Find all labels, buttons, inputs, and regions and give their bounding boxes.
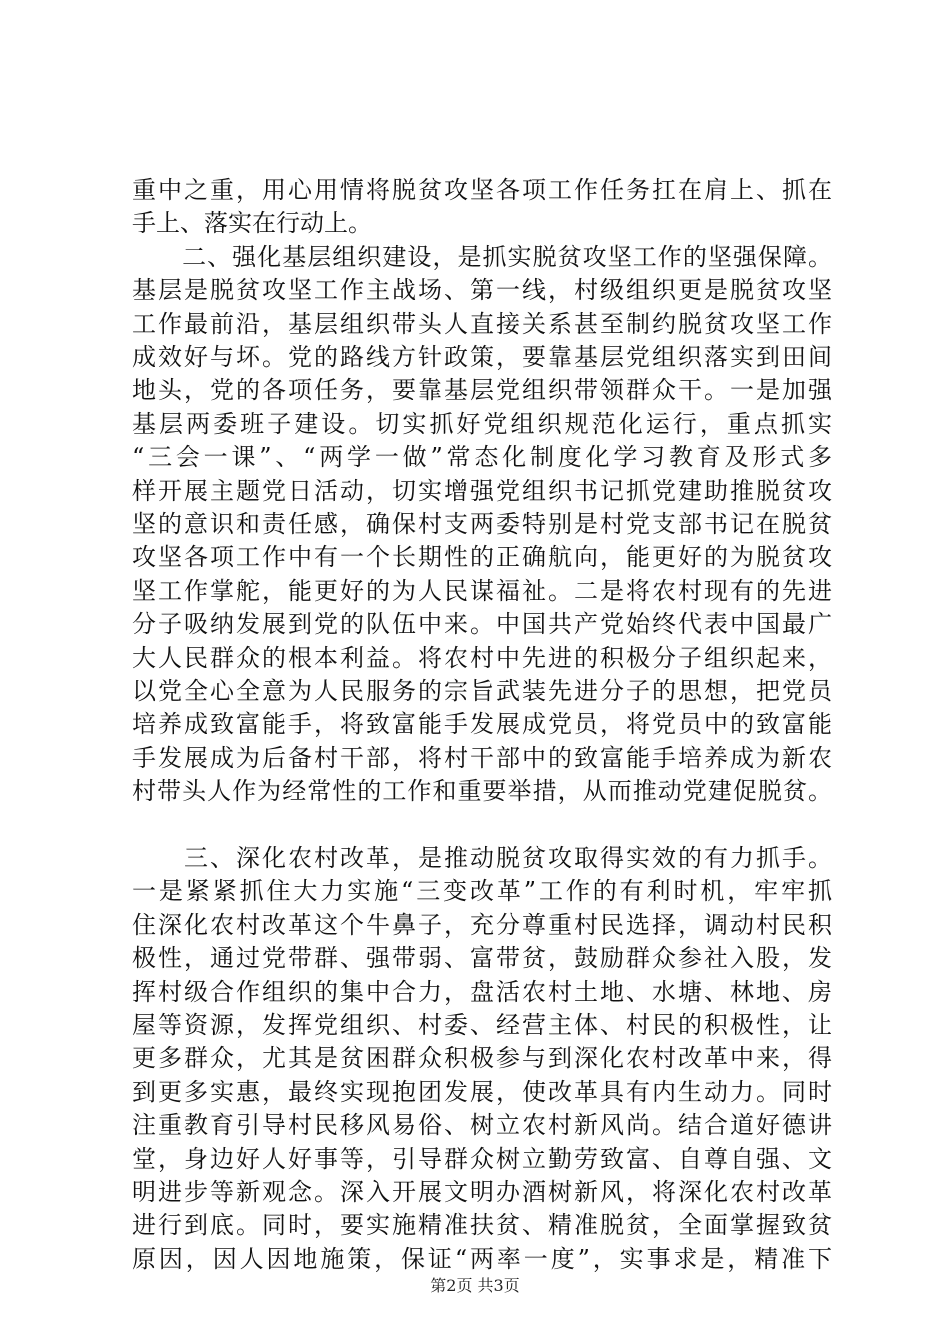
text-line: 手上、落实在行动上。	[132, 209, 372, 238]
text-line: 一是紧紧抓住大力实施“三变改革”工作的有利时机，牢牢抓	[132, 877, 832, 906]
page-footer: 第2页 共3页	[430, 1276, 520, 1295]
text-line: 工作最前沿，基层组织带头人直接关系甚至制约脱贫攻坚工作	[132, 309, 832, 338]
text-line: 三、深化农村改革，是推动脱贫攻取得实效的有力抓手。	[132, 844, 832, 872]
text-line: 二、强化基层组织建设，是抓实脱贫攻坚工作的坚强保障。	[132, 242, 832, 271]
text-line: 基层是脱贫攻坚工作主战场、第一线，村级组织更是脱贫攻坚	[132, 276, 832, 305]
text-line: 住深化农村改革这个牛鼻子，充分尊重村民选择，调动村民积	[132, 910, 832, 939]
text-line: 重中之重，用心用情将脱贫攻坚各项工作任务扛在肩上、抓在	[132, 176, 832, 204]
text-line: 明进步等新观念。深入开展文明办酒树新风，将深化农村改革	[132, 1178, 832, 1206]
text-line: 注重教育引导村民移风易俗、树立农村新风尚。结合道好德讲	[132, 1111, 832, 1140]
text-line: 屋等资源，发挥党组织、村委、经营主体、村民的积极性，让	[132, 1011, 832, 1039]
text-line: 村带头人作为经常性的工作和重要举措，从而推动党建促脱贫。	[132, 777, 832, 806]
text-line: 极性，通过党带群、强带弱、富带贫，鼓励群众参社入股，发	[132, 944, 832, 973]
text-line: 成效好与坏。党的路线方针政策，要靠基层党组织落实到田间	[132, 343, 832, 371]
text-line: 分子吸纳发展到党的队伍中来。中国共产党始终代表中国最广	[132, 610, 832, 639]
text-line: 培养成致富能手，将致富能手发展成党员，将党员中的致富能	[132, 710, 832, 739]
text-line: 坚工作掌舵，能更好的为人民谋福祉。二是将农村现有的先进	[132, 576, 832, 605]
text-line: 挥村级合作组织的集中合力，盘活农村土地、水塘、林地、房	[132, 977, 832, 1006]
text-line: 堂，身边好人好事等，引导群众树立勤劳致富、自尊自强、文	[132, 1144, 832, 1173]
text-line: 地头，党的各项任务，要靠基层党组织带领群众干。一是加强	[132, 376, 832, 405]
text-line: “三会一课”、“两学一做”常态化制度化学习教育及形式多	[132, 443, 832, 472]
text-line: 以党全心全意为人民服务的宗旨武装先进分子的思想，把党员	[132, 677, 832, 705]
text-line: 基层两委班子建设。切实抓好党组织规范化运行，重点抓实	[132, 409, 832, 438]
text-line: 大人民群众的根本利益。将农村中先进的积极分子组织起来，	[132, 643, 832, 672]
text-line: 攻坚各项工作中有一个长期性的正确航向，能更好的为脱贫攻	[132, 543, 832, 572]
text-line: 进行到底。同时，要实施精准扶贫、精准脱贫，全面掌握致贫	[132, 1211, 832, 1240]
text-line: 原因，因人因地施策，保证“两率一度”，实事求是，精准下	[132, 1244, 832, 1273]
text-line: 样开展主题党日活动，切实增强党组织书记抓党建助推脱贫攻	[132, 476, 832, 505]
text-line: 坚的意识和责任感，确保村支两委特别是村党支部书记在脱贫	[132, 510, 832, 538]
text-line: 手发展成为后备村干部，将村干部中的致富能手培养成为新农	[132, 743, 832, 772]
text-line: 到更多实惠，最终实现抱团发展，使改革具有内生动力。同时	[132, 1077, 832, 1106]
text-line: 更多群众，尤其是贫困群众积极参与到深化农村改革中来，得	[132, 1044, 832, 1073]
